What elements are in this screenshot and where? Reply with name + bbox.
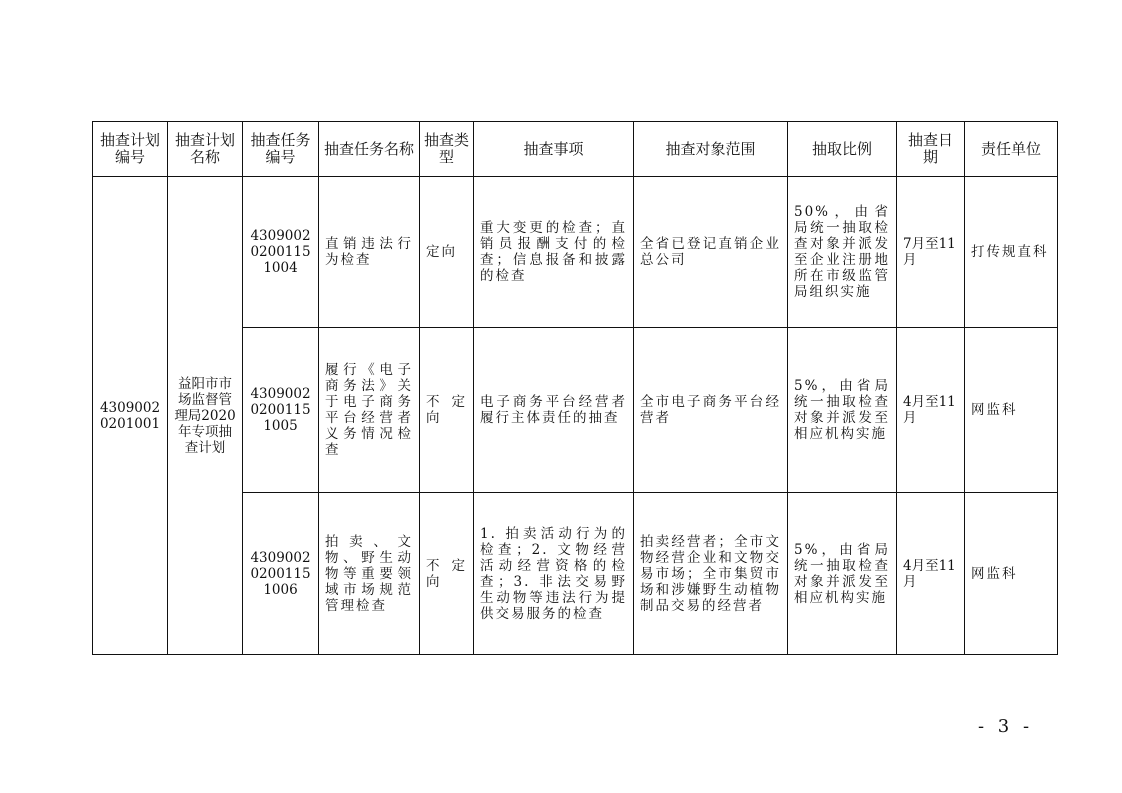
task-code: 430900202001151005 [243, 328, 319, 493]
header-scope: 抽查对象范围 [634, 122, 788, 177]
header-unit: 责任单位 [965, 122, 1058, 177]
sampling-ratio: 5%，由省局统一抽取检查对象并派发至相应机构实施 [788, 328, 897, 493]
inspection-date: 7月至11月 [897, 177, 965, 328]
task-code: 430900202001151006 [243, 493, 319, 655]
inspection-items: 1. 拍卖活动行为的检查；2. 文物经营活动经营资格的检查；3. 非法交易野生动物等违法行为提供交易服务的检查 [474, 493, 634, 655]
inspection-type: 不定向 [420, 328, 474, 493]
header-plan-code: 抽查计划编号 [93, 122, 168, 177]
header-row [93, 122, 1058, 177]
inspection-type: 定向 [420, 177, 474, 328]
sampling-ratio: 5%，由省局统一抽取检查对象并派发至相应机构实施 [788, 493, 897, 655]
plan-name: 益阳市市场监督管理局2020年专项抽查计划 [168, 177, 243, 655]
responsible-unit: 打传规直科 [965, 177, 1058, 328]
header-items: 抽查事项 [474, 122, 634, 177]
task-name: 拍卖、文物、野生动物等重要领域市场规范管理检查 [319, 493, 420, 655]
inspection-scope: 全市电子商务平台经营者 [634, 328, 788, 493]
responsible-unit: 网监科 [965, 493, 1058, 655]
responsible-unit: 网监科 [965, 328, 1058, 493]
header-ratio: 抽取比例 [788, 122, 897, 177]
header-date: 抽查日期 [897, 122, 965, 177]
inspection-items: 电子商务平台经营者履行主体责任的抽查 [474, 328, 634, 493]
plan-code: 43090020201001 [93, 177, 168, 655]
inspection-scope: 全省已登记直销企业总公司 [634, 177, 788, 328]
table-row [93, 177, 1058, 328]
header-task-name: 抽查任务名称 [319, 122, 420, 177]
page-number: - 3 - [978, 716, 1034, 737]
task-name: 直销违法行为检查 [319, 177, 420, 328]
inspection-scope: 拍卖经营者；全市文物经营企业和文物交易市场；全市集贸市场和涉嫌野生动植物制品交易的经营者 [634, 493, 788, 655]
sampling-ratio: 50%，由省局统一抽取检查对象并派发至企业注册地所在市级监管局组织实施 [788, 177, 897, 328]
header-type: 抽查类型 [420, 122, 474, 177]
task-code: 430900202001151004 [243, 177, 319, 328]
task-name: 履行《电子商务法》关于电子商务平台经营者义务情况检查 [319, 328, 420, 493]
inspection-date: 4月至11月 [897, 328, 965, 493]
inspection-date: 4月至11月 [897, 493, 965, 655]
inspection-type: 不定向 [420, 493, 474, 655]
inspection-plan-table [92, 121, 1058, 655]
header-plan-name: 抽查计划名称 [168, 122, 243, 177]
inspection-items: 重大变更的检查；直销员报酬支付的检查；信息报备和披露的检查 [474, 177, 634, 328]
header-task-code: 抽查任务编号 [243, 122, 319, 177]
